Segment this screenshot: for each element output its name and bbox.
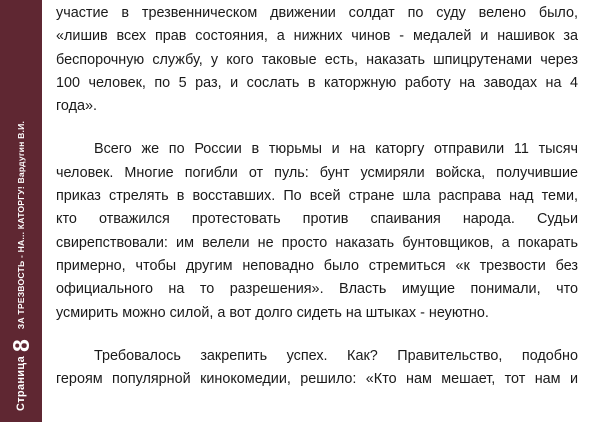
page-label: Страница bbox=[15, 356, 27, 411]
text-line: усмирить можно силой, а вот долго сидеть на штыках - неуютно. bbox=[56, 304, 489, 321]
text-line: примерно, чтобы другим неповадно было стремиться «к трезвости без bbox=[56, 257, 578, 274]
text-line: «лишив всех прав состояния, а нижних чинов - медалей и нашивок за bbox=[56, 28, 578, 45]
text-line: свирепствовали: им велели не просто наказать бунтовщиков, а покарать bbox=[56, 234, 578, 251]
text-line: 100 человек, по 5 раз, и сослать в каторжную работу на заводах на 4 bbox=[56, 74, 578, 91]
paragraph-2 bbox=[56, 138, 578, 324]
paragraph-3 bbox=[56, 345, 578, 392]
text-line: года». bbox=[56, 98, 98, 115]
text-line: человек. Многие погибли от пуль: бунт усмиряли войска, получившие bbox=[56, 164, 578, 181]
sidebar-caption bbox=[6, 11, 36, 411]
text-line: Всего же по России в тюрьмы и на каторгу отправили 11 тысяч bbox=[94, 141, 578, 158]
text-line: Требовалось закрепить успех. Как? Правительство, подобно bbox=[94, 347, 578, 364]
page-body bbox=[56, 2, 578, 391]
text-line: приказ стрелять в восставших. По всей стране шла расправа над теми, bbox=[56, 188, 578, 205]
page-number: 8 bbox=[7, 339, 34, 352]
running-header: ЗА ТРЕЗВОСТЬ - НА... КАТОРГУ! Вардугин В.И. bbox=[16, 120, 26, 330]
text-line: беспорочную службу, у кого таковые есть, наказать шпицрутенами через bbox=[56, 51, 578, 68]
text-line: героям популярной кинокомедии, решило: «Кто нам мешает, тот нам и bbox=[56, 371, 578, 388]
text-line: участие в трезвенническом движении солдат по суду велено было, bbox=[56, 5, 578, 21]
paragraph-1 bbox=[56, 2, 578, 118]
text-line: кто отважился протестовать против спаивания народа. Судьи bbox=[56, 211, 578, 228]
text-line: официального на то разрешения». Власть имущие понимали, что bbox=[56, 281, 578, 298]
page-sidebar bbox=[0, 0, 42, 422]
